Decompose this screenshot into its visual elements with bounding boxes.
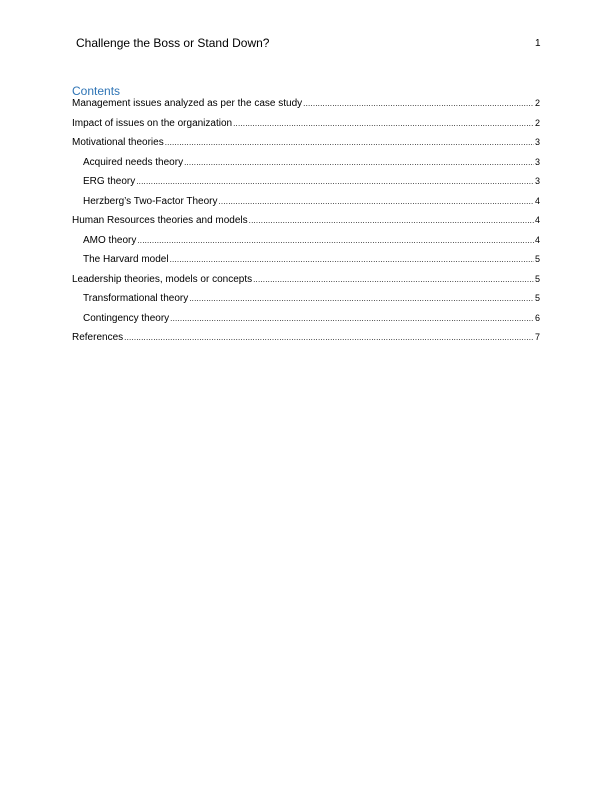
toc-entry[interactable] [72, 313, 540, 333]
toc-entry-label: Acquired needs theory [83, 156, 184, 168]
toc-leader-dots [219, 197, 534, 206]
toc-leader-dots [124, 333, 534, 342]
toc-entry-label: Transformational theory [83, 293, 189, 304]
toc-entry[interactable] [72, 274, 540, 294]
toc-entry-page: 4 [534, 234, 540, 245]
toc-entry[interactable] [72, 137, 540, 157]
toc-entry[interactable] [72, 157, 540, 177]
header-title: Challenge the Boss or Stand Down? [76, 36, 270, 50]
toc-entry-page: 7 [534, 332, 540, 342]
toc-entry-page: 2 [534, 98, 540, 108]
toc-entry-page: 5 [534, 293, 540, 303]
toc-entry-page: 5 [534, 254, 540, 264]
toc-leader-dots [137, 236, 534, 245]
toc-entry-page: 3 [534, 176, 540, 186]
toc-entry-page: 3 [534, 137, 540, 147]
toc-entry-label: References [72, 332, 124, 343]
toc-entry[interactable] [72, 235, 540, 255]
toc-entry-page: 5 [534, 273, 540, 284]
toc-entry[interactable] [72, 98, 540, 118]
toc-entry[interactable] [72, 254, 540, 274]
toc-leader-dots [184, 158, 534, 167]
toc-entry-label: Motivational theories [72, 137, 164, 148]
toc-entry-label: Leadership theories, models or concepts [72, 273, 253, 285]
toc-leader-dots [165, 138, 534, 147]
toc-leader-dots [189, 294, 534, 303]
toc-entry-label: AMO theory [83, 234, 137, 246]
toc-leader-dots [233, 119, 534, 128]
toc-entry-page: 2 [534, 117, 540, 128]
toc-leader-dots [136, 177, 534, 186]
table-of-contents [72, 98, 540, 352]
toc-entry-page: 4 [534, 215, 540, 225]
toc-entry-label: Human Resources theories and models [72, 215, 248, 226]
toc-entry-label: Management issues analyzed as per the case study [72, 98, 303, 109]
toc-leader-dots [170, 255, 534, 264]
toc-entry[interactable] [72, 293, 540, 313]
toc-heading: Contents [72, 84, 121, 98]
toc-entry[interactable] [72, 176, 540, 196]
toc-entry-label: Contingency theory [83, 312, 170, 324]
toc-entry[interactable] [72, 196, 540, 216]
toc-entry-page: 4 [534, 195, 540, 206]
toc-leader-dots [170, 314, 534, 323]
toc-entry-label: The Harvard model [83, 254, 169, 265]
toc-leader-dots [249, 216, 534, 225]
toc-entry[interactable] [72, 332, 540, 352]
toc-entry-label: Impact of issues on the organization [72, 117, 233, 129]
toc-entry-page: 6 [534, 312, 540, 323]
toc-entry-label: Herzberg’s Two-Factor Theory [83, 195, 218, 207]
toc-entry-page: 3 [534, 156, 540, 167]
toc-entry[interactable] [72, 118, 540, 138]
toc-entry[interactable] [72, 215, 540, 235]
toc-entry-label: ERG theory [83, 176, 136, 187]
toc-leader-dots [253, 275, 534, 284]
toc-leader-dots [303, 99, 534, 108]
header-page-number: 1 [535, 38, 541, 49]
